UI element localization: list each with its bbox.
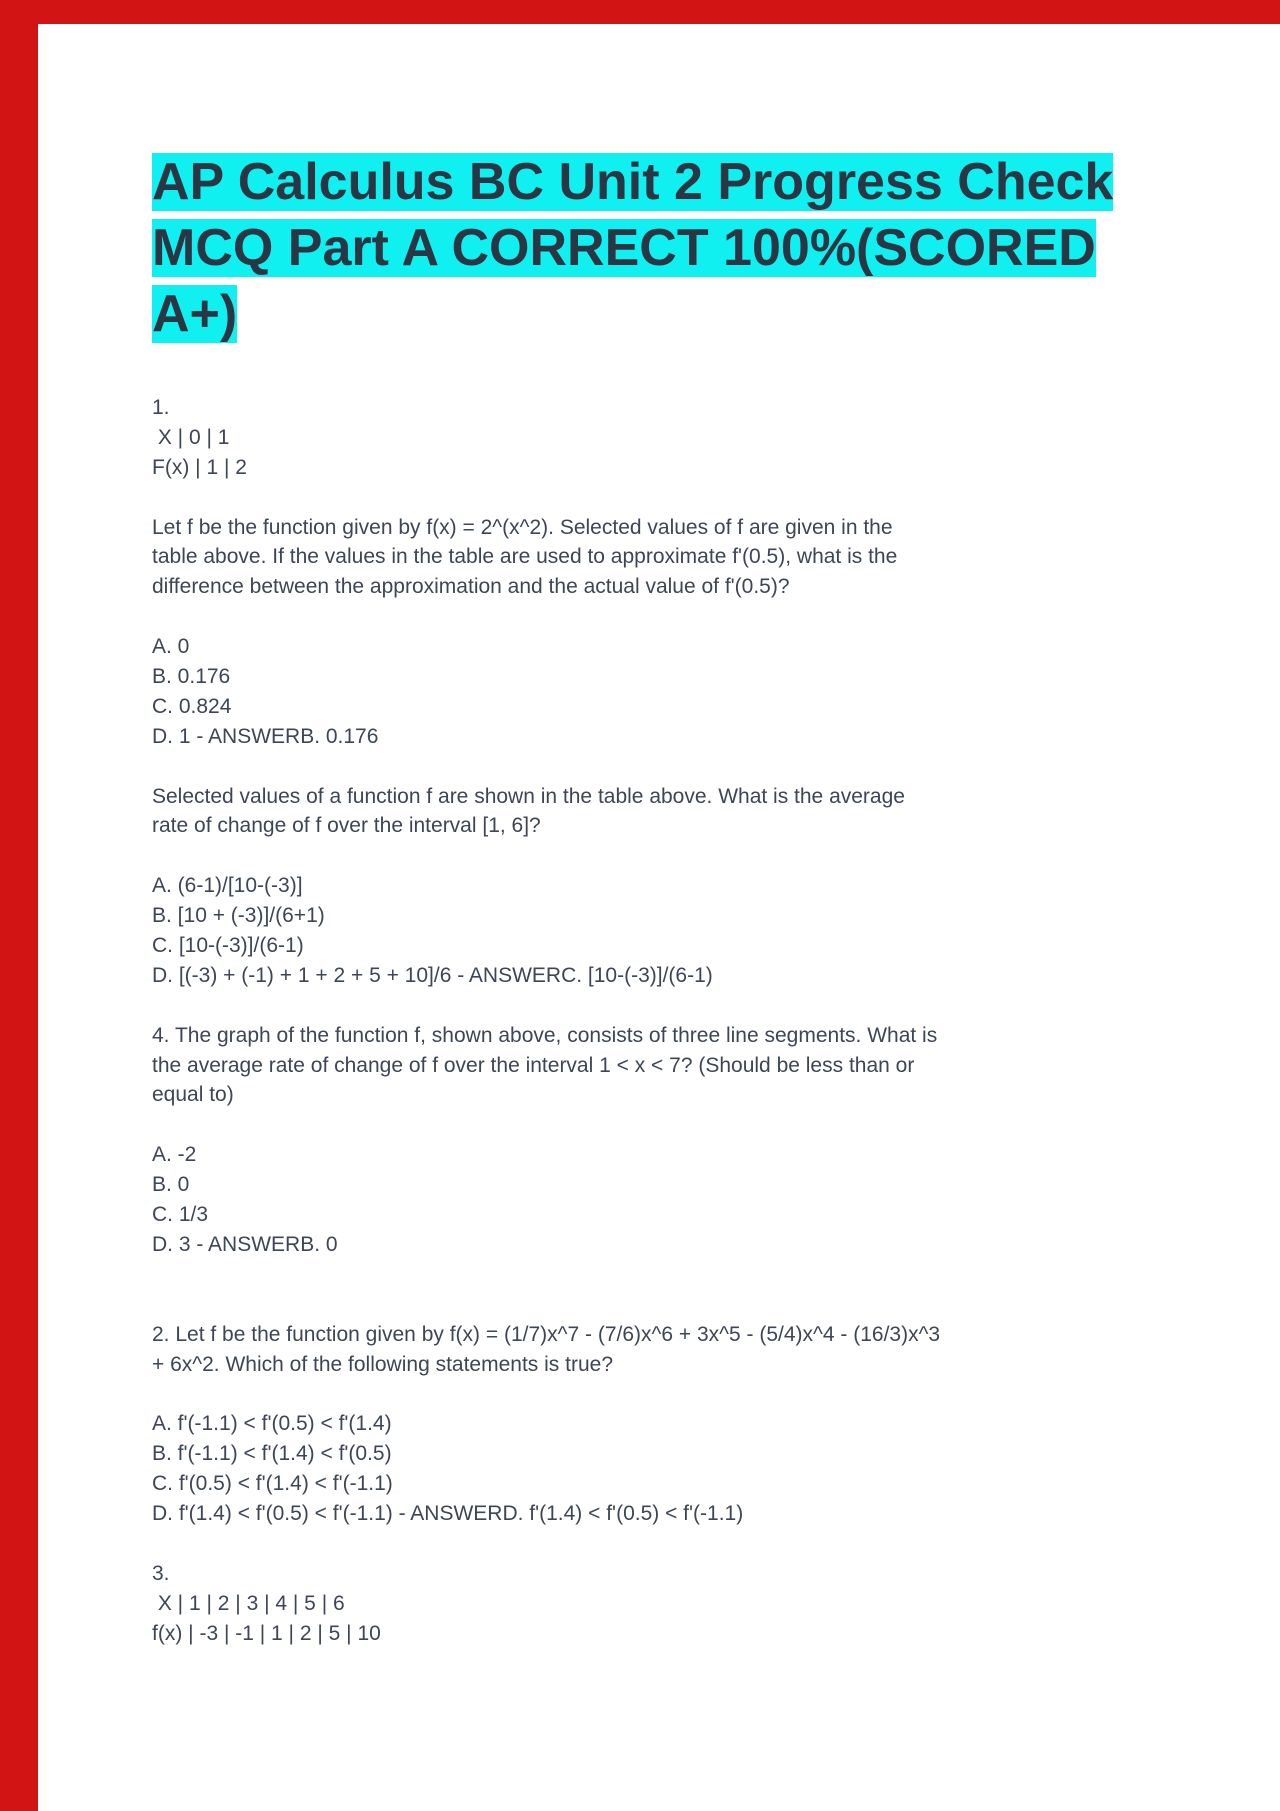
text-line: f(x) | -3 | -1 | 1 | 2 | 5 | 10 xyxy=(152,1621,381,1645)
text-line: C. f'(0.5) < f'(1.4) < f'(-1.1) xyxy=(152,1472,393,1496)
text-line: A. (6-1)/[10-(-3)] xyxy=(152,874,303,898)
title-line: A+) xyxy=(152,285,238,343)
page-title xyxy=(152,149,1113,347)
text-line: F(x) | 1 | 2 xyxy=(152,455,247,479)
left-edge-bar xyxy=(0,0,38,1811)
text-line: 1. xyxy=(152,396,170,419)
text-line xyxy=(152,1529,940,1559)
text-line: rate of change of f over the interval [1, 6]? xyxy=(152,814,541,838)
title-line: MCQ Part A CORRECT 100%(SCORED xyxy=(152,219,1096,277)
text-line: B. f'(-1.1) < f'(1.4) < f'(0.5) xyxy=(152,1442,392,1466)
text-line: A. -2 xyxy=(152,1143,197,1167)
title-line: AP Calculus BC Unit 2 Progress Check xyxy=(152,153,1114,211)
text-line xyxy=(152,991,940,1021)
text-line: equal to) xyxy=(152,1083,234,1107)
text-line: D. 3 - ANSWERB. 0 xyxy=(152,1232,338,1256)
text-line: + 6x^2. Which of the following statements is true? xyxy=(152,1352,613,1376)
text-line: D. [(-3) + (-1) + 1 + 2 + 5 + 10]/6 - ANSWERC. [10-(-3)]/(6-1) xyxy=(152,963,713,987)
text-line: table above. If the values in the table are used to approximate f'(0.5), what is the xyxy=(152,545,898,569)
text-line xyxy=(152,752,940,782)
text-line xyxy=(152,1379,940,1409)
text-line: A. f'(-1.1) < f'(0.5) < f'(1.4) xyxy=(152,1412,392,1436)
text-line: B. 0 xyxy=(152,1173,190,1197)
text-line: 2. Let f be the function given by f(x) = (1/7)x^7 - (7/6)x^6 + 3x^5 - (5/4)x^4 - (16/3)x^3 xyxy=(152,1322,941,1346)
text-line: 4. The graph of the function f, shown above, consists of three line segments. What is xyxy=(152,1023,938,1047)
text-line: 3. xyxy=(152,1561,170,1585)
text-line: A. 0 xyxy=(152,635,190,659)
text-line: X | 1 | 2 | 3 | 4 | 5 | 6 xyxy=(152,1591,345,1615)
text-line: B. [10 + (-3)]/(6+1) xyxy=(152,904,325,928)
text-line: B. 0.176 xyxy=(152,665,231,689)
text-line xyxy=(152,841,940,871)
text-line xyxy=(152,1290,940,1320)
text-line: the average rate of change of f over the interval 1 < x < 7? (Should be less than or xyxy=(152,1053,915,1077)
text-line: D. f'(1.4) < f'(0.5) < f'(-1.1) - ANSWERD. f'(1.4) < f'(0.5) < f'(-1.1) xyxy=(152,1501,744,1525)
text-line: D. 1 - ANSWERB. 0.176 xyxy=(152,724,379,748)
text-line: X | 0 | 1 xyxy=(152,425,230,449)
text-line: C. [10-(-3)]/(6-1) xyxy=(152,934,304,958)
text-line xyxy=(152,1260,940,1290)
text-line: difference between the approximation and the actual value of f'(0.5)? xyxy=(152,575,790,599)
text-line: C. 1/3 xyxy=(152,1203,209,1227)
text-line xyxy=(152,602,940,632)
document-body xyxy=(152,393,940,1648)
text-line: Selected values of a function f are shown in the table above. What is the average xyxy=(152,784,905,808)
text-line xyxy=(152,483,940,513)
text-line: Let f be the function given by f(x) = 2^(x^2). Selected values of f are given in the xyxy=(152,515,893,539)
text-line xyxy=(152,1110,940,1140)
top-edge-bar xyxy=(0,0,1280,24)
text-line: C. 0.824 xyxy=(152,694,232,718)
